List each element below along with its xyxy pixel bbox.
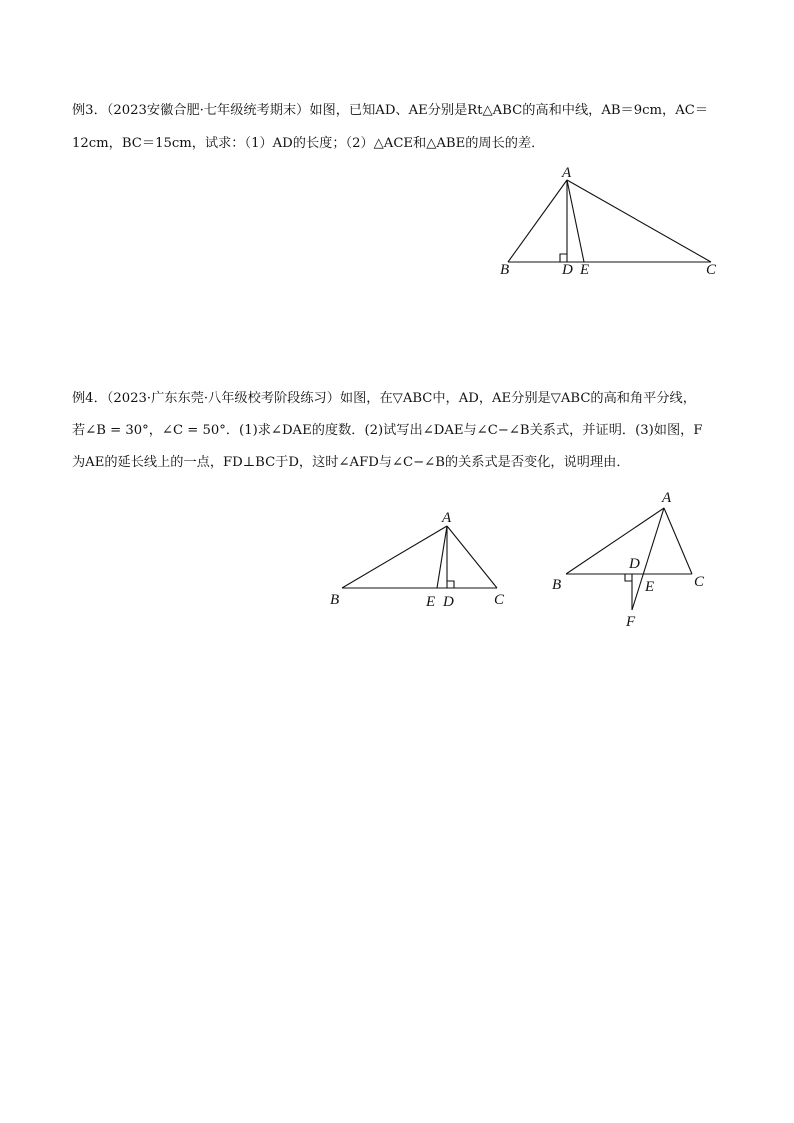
label-b: B <box>500 262 510 278</box>
right-angle-mark <box>447 581 454 588</box>
label-e: E <box>426 594 436 610</box>
label-c: C <box>694 574 705 590</box>
label-a: A <box>562 165 572 181</box>
label-b: B <box>552 577 562 593</box>
label-a: A <box>442 510 452 526</box>
example4-figure2 <box>552 490 705 630</box>
example4-line1: 例4．（2023·广东东莞·八年级校考阶段练习）如图，在▽ABC中，AD，AE分别是▽ABC的高和角平分线， <box>72 391 696 406</box>
right-angle-mark <box>625 574 632 581</box>
example3-line1: 例3．（2023安徽合肥·七年级统考期末）如图，已知AD、AE分别是Rt△ABC的高和中线，AB＝9cm，AC＝ <box>72 103 709 118</box>
example4-line2: 若∠B = 30°，∠C = 50°．(1)求∠DAE的度数．(2)试写出∠DAE与∠C−∠B关系式，并证明．(3)如图，F <box>72 423 703 438</box>
segment-ab <box>566 508 664 574</box>
segment-ac <box>664 508 692 574</box>
label-e: E <box>580 262 590 278</box>
bisector-ae <box>437 526 447 588</box>
label-d: D <box>443 594 454 610</box>
label-f: F <box>626 614 636 630</box>
label-d: D <box>629 556 640 572</box>
label-a: A <box>662 490 672 506</box>
segment-ab <box>342 526 447 588</box>
example4-figure1 <box>330 510 505 610</box>
segment-ac <box>447 526 497 588</box>
example3-line2: 12cm，BC＝15cm，试求：（1）AD的长度；（2）△ACE和△ABE的周长的差． <box>72 136 545 151</box>
label-c: C <box>494 592 505 608</box>
example4-line3: 为AE的延长线上的一点，FD⊥BC于D，这时∠AFD与∠C−∠B的关系式是否变化，说明理由． <box>72 455 630 470</box>
label-c: C <box>706 262 717 278</box>
label-d: D <box>562 262 573 278</box>
label-b: B <box>330 592 340 608</box>
label-e: E <box>645 579 655 595</box>
